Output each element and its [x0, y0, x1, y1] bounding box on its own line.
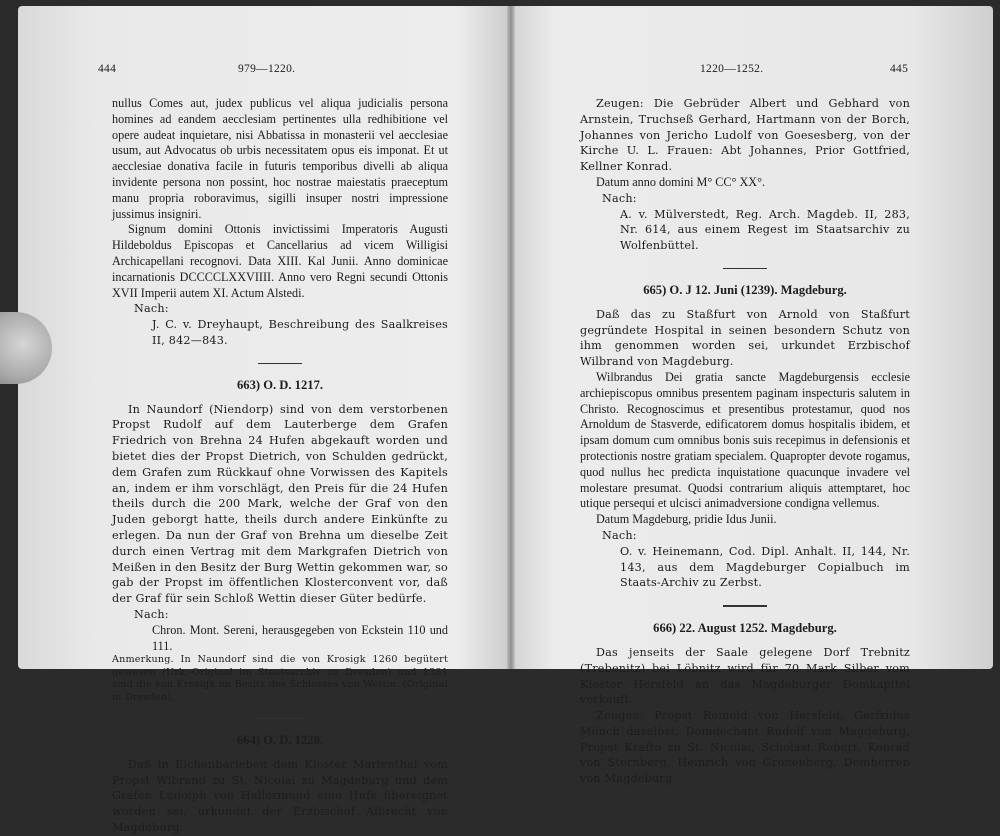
- left-running-head: 979—1220.: [238, 63, 296, 75]
- entry-664-heading: 664) O. D. 1220.: [236, 732, 324, 747]
- nach-reference: O. v. Heinemann, Cod. Dipl. Anhalt. II, 144, Nr. 143, aus dem Magdeburger Copialbuch im Staats-Archiv zu Zerbst.: [620, 544, 910, 590]
- right-page-number: 445: [890, 63, 909, 75]
- nach-label: Nach:: [602, 528, 637, 542]
- entry-665-text: Daß das zu Staßfurt von Arnold von Staßfurt gegründete Hospital in seinen besondern Schutz von ihm genommen worden sei, urkundet Erzbischof Wilbrand von Magdeburg.: [580, 307, 910, 369]
- nach-label: Nach:: [134, 607, 169, 621]
- book-gutter: [507, 6, 515, 669]
- witnesses: Zeugen: Die Gebrüder Albert und Gebhard von Arnstein, Truchseß Gerhard, Hartmann von der Borch, Johannes von Jericho Ludolf von Goesesberg, von der Kirche U. L. Frauen: Abt Johannes, Prior Gottfried, Kellner Konrad.: [580, 97, 910, 174]
- right-page-body: [580, 96, 910, 787]
- paragraph: nullus Comes aut, judex publicus vel aliqua judicialis persona homines ad eandem aecclesiam pertinentes ulla redhibitione vel opere audeat inquietare, nisi Abbatissa in monasterii vel aecclesiae usum, aut Advocatus ob urbis necessitatem opus eis imponat. Et ut aecclesiae donativa facile in futuris temporibus divelli ab aliqua invidente persona non possint, hoc nostrae maiestatis praeceptum manu propria roboravimus, sigilli insuper nostri impressione jussimus insigniri.: [112, 96, 448, 221]
- entry-663-heading: 663) O. D. 1217.: [236, 377, 324, 392]
- section-divider: [723, 268, 767, 269]
- entry-665-heading: 665) O. J 12. Juni (1239). Magdeburg.: [643, 282, 847, 297]
- left-page-body: [112, 96, 448, 836]
- entry-666-heading: 666) 22. August 1252. Magdeburg.: [653, 621, 837, 636]
- entry-663-text: In Naundorf (Niendorp) sind von dem verstorbenen Propst Rudolf auf dem Lauterberge dem Grafen Friedrich von Brehna 24 Hufen abgekauft worden und bietet dies der Propst Dietrich, von Schulden gedrückt, dem Grafen zum Rückkauf ohne Vorwissen des Kapitels an, indem er ihm vorschlägt, den Preis für die 24 Hufen theils durch die 200 Mark, welche der Graf von den Juden geborgt hatte, theils durch andere Einkünfte zu erlegen. Da nun der Graf von Brehna um dieselbe Zeit durch einen Vertrag mit dem Markgrafen Dietrich von Meißen in den Besitz der Burg Wettin gekommen war, so gab der Propst im öffentlichen Klosterconvent vor, daß der Graf für sein Schloß Wettin dieser Güter bedürfe.: [112, 402, 448, 606]
- nach-label: Nach:: [602, 191, 637, 205]
- entry-666-witnesses: Zeugen: Propst Reinold von Hersfeld, Gerfridus Mönch daselbst, Domdechant Rudolf von Magdeburg, Propst Krafto zu St. Nicolai, Scholast Robert, Konrad von Sternberg, Heinrich von Gronenberg, Domherren von Magdeburg.: [580, 709, 910, 786]
- datum: Datum anno domini M° CC° XX°.: [596, 174, 765, 189]
- section-divider: [258, 363, 302, 364]
- paragraph: Signum domini Ottonis invictissimi Imperatoris Augusti Hildeboldus Episcopas et Cancellarius ad vicem Willigisi Archicapellani recognovi. Data XIII. Kal Junii. Anno dominicae incarnationis DCCCCLXXVIIII. Anno vero Regni secundi Ottonis XVII Imperii autem XI. Actum Alstedi.: [112, 222, 448, 300]
- entry-666-text: Das jenseits der Saale gelegene Dorf Trebnitz (Trebenitz) bei Löbnitz wird für 70 Mark Silber vom Kloster Hersfeld an das Magdeburger Domkapitel verkauft.: [580, 645, 910, 707]
- entry-665-latin: Wilbrandus Dei gratia sancte Magdeburgensis ecclesie archiepiscopus omnibus presentem paginam inspecturis salutem in Christo. Recognoscimus et presentibus protestamur, quod nos Arnoldum de Stasverde, edificatorem domus hospitalis ibidem, et ipsam domum cum omnibus bonis suis recepimus in defensionis et protectionis nostre gratiam specialem. Quapropter devote rogamus, quod nullus hec predicta inquistatione quacunque invadere vel molestare presumat. Quodsi contrarium aliquis attemptaret, hoc utique persequi et ulcisci animadversione condigna vellemus.: [580, 369, 910, 511]
- nach-reference: J. C. v. Dreyhaupt, Beschreibung des Saalkreises II, 842—843.: [152, 318, 448, 347]
- entry-663-note: Anmerkung. In Naundorf sind die von Krosigk 1260 begütert gewesen (Urk.-Original im Staatsarchiv zu Dresden) und 1381 sind die von Krosigk im Besitz des Schlosses von Wettin. (Original in Dresden).: [112, 654, 448, 703]
- left-page-number: 444: [98, 63, 117, 75]
- nach-reference: Chron. Mont. Sereni, herausgegeben von Eckstein 110 und 111.: [152, 622, 448, 653]
- section-divider: [258, 718, 302, 719]
- right-running-head: 1220—1252.: [700, 63, 764, 75]
- entry-665-datum: Datum Magdeburg, pridie Idus Junii.: [596, 512, 777, 527]
- nach-label: Nach:: [134, 302, 169, 316]
- entry-664-text: Daß in Eichenbarleben dem Kloster Marienthal vom Propst Wibrand zu St. Nicolai zu Magdeburg und dem Grafen Ludolph von Hallermund eine Hufe übereignet worden sei, urkundet der Erzbischof Albrecht von Magdeburg.: [112, 757, 448, 834]
- nach-reference: A. v. Mülverstedt, Reg. Arch. Magdeb. II, 283, Nr. 614, aus einem Regest im Staatsarchiv zu Wolfenbüttel.: [620, 207, 910, 253]
- section-divider: [723, 605, 767, 607]
